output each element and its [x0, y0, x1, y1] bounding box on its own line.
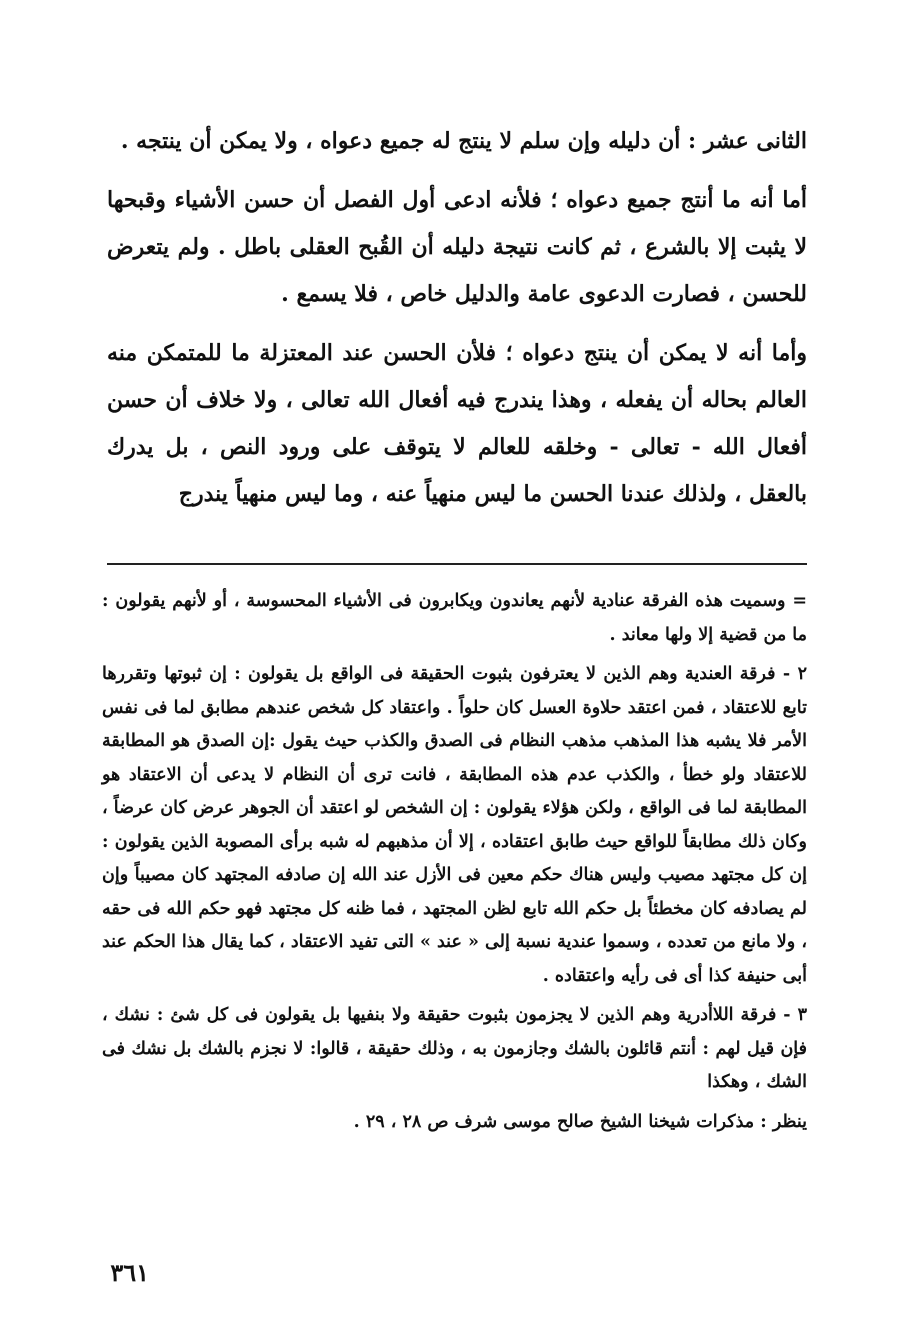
- main-text: [107, 118, 807, 518]
- footnote-continuation: = وسميت هذه الفرقة عنادية لأنهم يعاندون ويكابرون فى الأشياء المحسوسة ، أو لأنهم يقولون : ما من قضية إلا ولها معاند .: [102, 591, 807, 645]
- footnotes: [102, 585, 807, 1145]
- paragraph-text: أن دليله وإن سلم لا ينتج له جميع دعواه ، ولا يمكن أن ينتجه .: [120, 128, 681, 154]
- paragraph-first-claim: أما أنه ما أنتج جميع دعواه ؛ فلأنه ادعى أول الفصل أن حسن الأشياء وقبحها لا يثبت إلا بالشرع ، ثم كانت نتيجة دليله أن القُبح العقلى باطل . ولم يتعرض للحسن ، فصارت الدعوى عامة والدليل خاص ، فلا يسمع .: [107, 187, 807, 307]
- paragraph-second-claim: وأما أنه لا يمكن أن ينتج دعواه ؛ فلأن الحسن عند المعتزلة ما للمتمكن منه العالم بحاله أن يفعله ، وهذا يندرج فيه أفعال الله تعالى ، ولا خلاف أن حسن أفعال الله - تعالى - وخلقه للعالم لا يتوقف على ورود النص ، بل يدرك بالعقل ، ولذلك عندنا الحسن ما ليس منهياً عنه ، وما ليس منهياً يندرج: [107, 340, 807, 507]
- section-heading: الثانى عشر :: [688, 128, 807, 154]
- paragraph-twelfth: [107, 118, 807, 165]
- footnote-3: ٣ - فرقة اللاأدرية وهم الذين لا يجزمون بثبوت حقيقة ولا بنفيها بل يقولون فى كل شئ : نشك ، فإن قيل لهم : أنتم قائلون بالشك وجازمون به ، وذلك حقيقة ، قالوا: لا نجزم بالشك بل نشك فى الشك ، وهكذا: [102, 1005, 807, 1092]
- footnote-divider: [107, 563, 807, 565]
- footnote-2: ٢ - فرقة العندية وهم الذين لا يعترفون بثبوت الحقيقة فى الواقع بل يقولون : إن ثبوتها وتقررها تابع للاعتقاد ، فمن اعتقد حلاوة العسل كان حلواً . واعتقاد كل شخص عندهم مطابق لما فى نفس الأمر فلا يشبه هذا المذهب مذهب النظام فى الصدق والكذب حيث يقول :إن الصدق هو المطابقة للاعتقاد ولو خطأ ، والكذب عدم هذه المطابقة ، فانت ترى أن النظام لا يدعى أن الاعتقاد هو المطابقة لما فى الواقع ، ولكن هؤلاء يقولون : إن الشخص لو اعتقد أن الجوهر عرض كان عرضاً ، وكان ذلك مطابقاً للواقع حيث طابق اعتقاده ، إلا أن مذهبهم له شبه برأى المصوبة الذين يقولون : إن كل مجتهد مصيب وليس هناك حكم معين فى الأزل عند الله إن صادفه المجتهد كان مصيباً وإن لم يصادفه كان مخطئاً بل حكم الله تابع لظن المجتهد ، فما ظنه كل مجتهد فهو حكم الله فى حقه ، ولا مانع من تعدده ، وسموا عندية نسبة إلى « عند » التى تفيد الاعتقاد ، كما يقال هذا الحكم عند أبى حنيفة كذا أى فى رأيه واعتقاده .: [102, 664, 807, 986]
- footnote-reference: ينظر : مذكرات شيخنا الشيخ صالح موسى شرف ص ٢٨ ، ٢٩ .: [353, 1111, 807, 1132]
- page-number: ٣٦١: [110, 1258, 149, 1287]
